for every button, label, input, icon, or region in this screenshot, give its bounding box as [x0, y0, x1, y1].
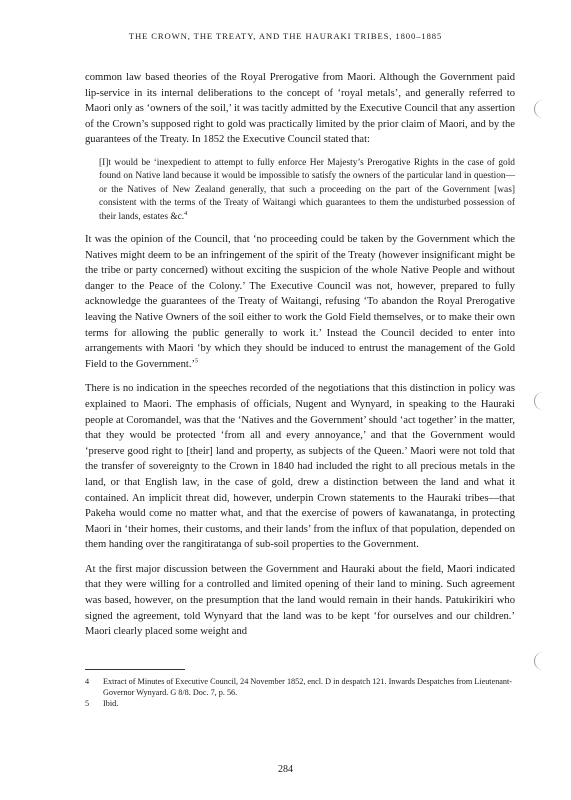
footnote-number: 4: [85, 677, 90, 686]
paragraph-2: [85, 232, 515, 372]
binding-mark-icon: [534, 392, 545, 410]
paragraph-4: At the first major discussion between the Government and Hauraki about the field, Maori indicated that they were willing for a controlled and limited opening of their land to mining. Such agreement was based, however, on the presumption that the land would remain in their hands. Patukirikiri who signed the agreement, told Wynyard that the land was to be kept ‘for ourselves and our children.’ Maori clearly placed some weight and: [85, 563, 515, 638]
footnote-ref-5[interactable]: 5: [195, 358, 199, 365]
binding-mark-icon: [534, 100, 545, 118]
paragraph-1: common law based theories of the Royal Prerogative from Maori. Although the Government paid lip-service in its internal deliberations to the concept of ‘royal metals’, and generally referred to Maori only as ‘owners of the soil,’ it was tacitly admitted by the Executive Council that any assertion of the Crown’s supposed right to gold was practically limited by the prior claim of Maori, and by the guarantees of the Treaty. In 1852 the Executive Council stated that:: [85, 72, 515, 146]
footnote-divider: [85, 669, 185, 670]
quote-text: [I]t would be ‘inexpedient to attempt to fully enforce Her Majesty’s Prerogative Rights in the case of gold found on Native land because it would be impossible to satisfy the owners of the particular land in question—or the Natives of New Zealand generally, that such a proceeding on the part of the Government [was] consistent with the terms of the Treaty of Waitangi which guarantees to them the undisturbed possession of their lands, estates &c.: [99, 157, 515, 222]
page-number: 284: [278, 764, 293, 775]
footnote-5: [85, 698, 515, 709]
footnote-number: 5: [85, 699, 90, 708]
paragraph-2-text: It was the opinion of the Council, that ‘no proceeding could be taken by the Government which the Natives might deem to be an infringement of the spirit of the Treaty (however insignificant might be the tribe or party concerned) without exciting the suspicion of the whole Native People and without danger to the Peace of the Colony.’ The Executive Council was not, however, prepared to fully acknowledge the guarantees of the Treaty of Waitangi, refusing ‘To abandon the Royal Prerogative leaving the Native Owners of the soil either to work the Gold Field themselves, or to make their own terms for allowing the public generally to work it.’ Instead the Council decided to enter into arrangements with Maori ‘by which they should be induced to entrust the management of the Gold Field to the Government.’: [85, 234, 515, 370]
binding-mark-icon: [534, 652, 545, 670]
running-header: THE CROWN, THE TREATY, AND THE HAURAKI TRIBES, 1800–1885: [128, 31, 443, 41]
footnote-text: Extract of Minutes of Executive Council, 24 November 1852, encl. D in despatch 121. Inwards Despatches from Lieutenant-Governor Wynyard. G 8/8. Doc. 7, p. 56.: [103, 677, 513, 697]
footnote-ref-4[interactable]: 4: [184, 210, 188, 217]
main-text: [85, 70, 515, 649]
footnotes: [85, 669, 515, 709]
paragraph-3: There is no indication in the speeches recorded of the negotiations that this distinction in policy was explained to Maori. The emphasis of officials, Nugent and Wynyard, in speaking to the Hauraki people at Coromandel, was that the ‘Natives and the Government’ should ‘act together’ in the matter, that they would be protected ‘from all and every annoyance,’ and that the Government would ‘preserve good right to [their] land and property, as subjects of the Queen.’ Maori were not told that the transfer of sovereignty to the Crown in 1840 had included the right to all precious metals in the land, or that English law, in the case of gold, drew a distinction between the land and what it contained. An implicit threat did, however, underpin Crown statements to the Hauraki tribes—that Pakeha would come no matter what, and that the exercise of powers of kawanatanga, in protecting Maori in ‘their homes, their customs, and their lands’ from the influx of that population, depended on them handing over the rangitiratanga of sub-soil properties to the Government.: [85, 383, 515, 551]
footnote-text: Ibid.: [103, 699, 119, 708]
footnote-4: [85, 676, 515, 698]
block-quote: [99, 157, 515, 224]
